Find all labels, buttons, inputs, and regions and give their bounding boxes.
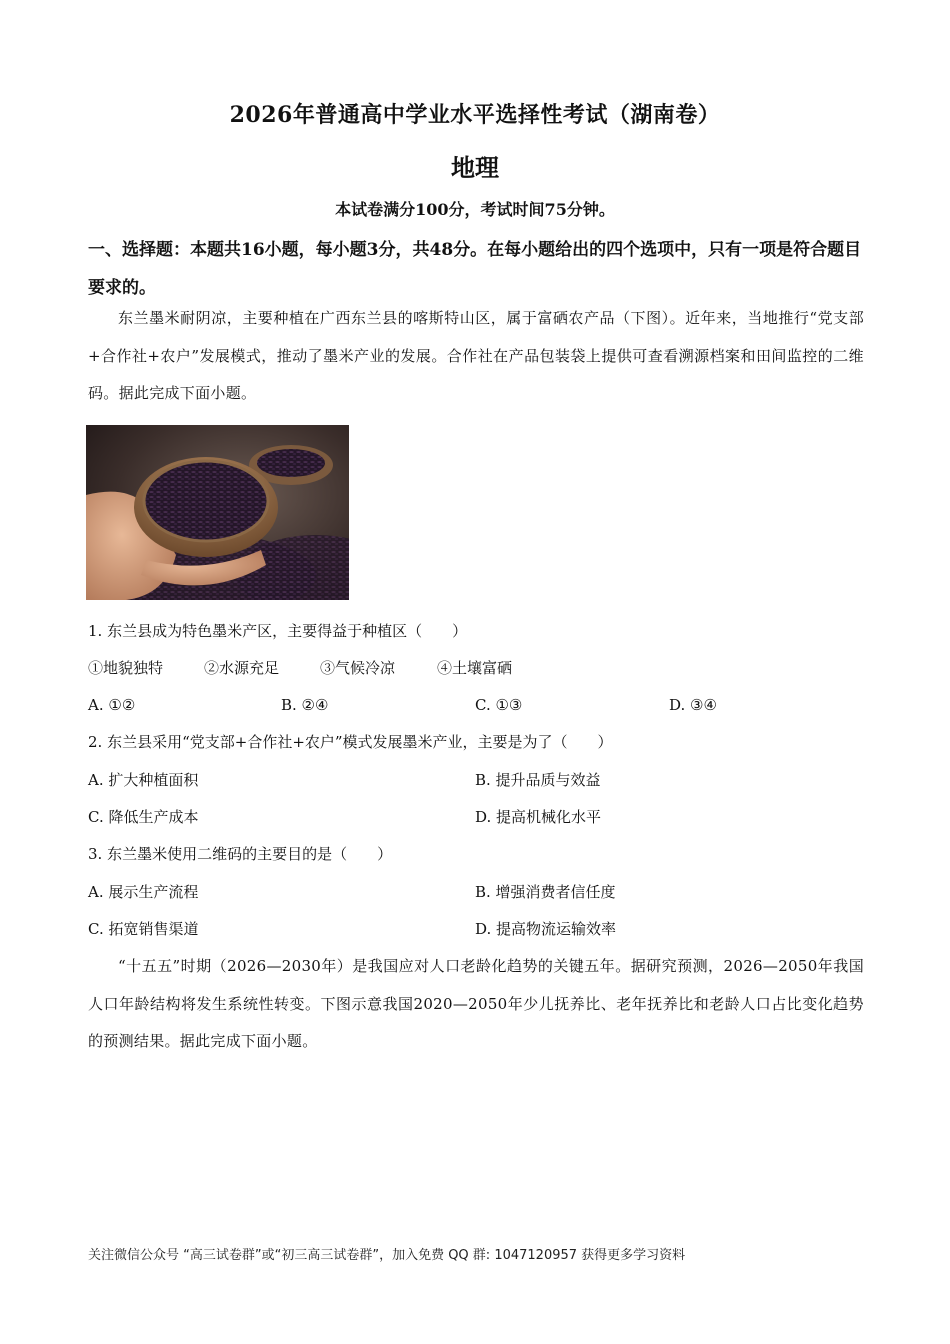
q2-option-c[interactable]: C. 降低生产成本 bbox=[88, 808, 199, 826]
exam-info: 本试卷满分100分，考试时间75分钟。 bbox=[335, 200, 615, 219]
q2-stem: 2. 东兰县采用“党支部+合作社+农户”模式发展墨米产业，主要是为了（ ） bbox=[88, 733, 613, 751]
black-rice-photo bbox=[86, 425, 349, 600]
q1-item-3: ③气候冷凉 bbox=[320, 659, 396, 677]
q3-option-d[interactable]: D. 提高物流运输效率 bbox=[475, 920, 617, 938]
q1-item-2: ②水源充足 bbox=[204, 659, 280, 677]
q2-option-b[interactable]: B. 提升品质与效益 bbox=[475, 771, 601, 789]
q3-option-b[interactable]: B. 增强消费者信任度 bbox=[475, 883, 616, 901]
passage-1: 东兰墨米耐阴凉，主要种植在广西东兰县的喀斯特山区，属于富硒农产品（下图）。近年来，当地推行“党支部+合作社+农户”发展模式，推动了墨米产业的发展。合作社在产品包装袋上提供可查看溯源档案和田间监控的二维码。据此完成下面小题。 bbox=[88, 309, 864, 402]
section-heading: 一、选择题：本题共16小题，每小题3分，共48分。在每小题给出的四个选项中，只有一项是符合题目要求的。 bbox=[88, 240, 862, 298]
q1-option-a[interactable]: A. ①② bbox=[88, 696, 136, 714]
exam-title: 2026年普通高中学业水平选择性考试（湖南卷） bbox=[229, 102, 721, 128]
q1-stem: 1. 东兰县成为特色墨米产区，主要得益于种植区（ ） bbox=[88, 622, 468, 640]
q1-item-1: ①地貌独特 bbox=[88, 659, 164, 677]
q3-option-c[interactable]: C. 拓宽销售渠道 bbox=[88, 920, 199, 938]
q2-option-a[interactable]: A. 扩大种植面积 bbox=[88, 771, 199, 789]
page-footer: 关注微信公众号 “高三试卷群”或“初三高三试卷群”，加入免费 QQ 群: 1047120957 获得更多学习资料 bbox=[88, 1248, 686, 1263]
q1-item-4: ④土壤富硒 bbox=[437, 659, 513, 677]
subject-title: 地理 bbox=[451, 153, 499, 182]
passage-2: “十五五”时期（2026—2030年）是我国应对人口老龄化趋势的关键五年。据研究预测，2026—2050年我国人口年龄结构将发生系统性转变。下图示意我国2020—2050年少儿抚养比、老年抚养比和老龄人口占比变化趋势的预测结果。据此完成下面小题。 bbox=[88, 957, 864, 1050]
q3-stem: 3. 东兰墨米使用二维码的主要目的是（ ） bbox=[88, 845, 393, 863]
q3-option-a[interactable]: A. 展示生产流程 bbox=[88, 883, 199, 901]
q1-option-c[interactable]: C. ①③ bbox=[475, 696, 523, 714]
q1-option-d[interactable]: D. ③④ bbox=[669, 696, 717, 714]
q2-option-d[interactable]: D. 提高机械化水平 bbox=[475, 808, 602, 826]
q1-option-b[interactable]: B. ②④ bbox=[281, 696, 329, 714]
